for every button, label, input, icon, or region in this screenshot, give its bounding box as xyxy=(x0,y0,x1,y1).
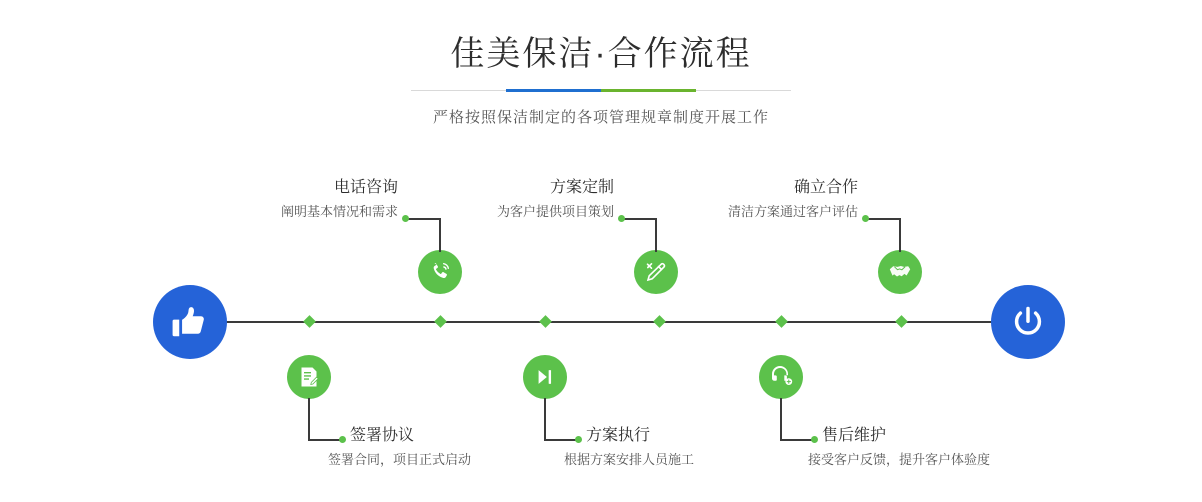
step-title-5: 确立合作 xyxy=(793,179,858,196)
page-header xyxy=(0,0,1202,127)
step-node-2[interactable] xyxy=(287,355,331,399)
step-connector-6-horizontal xyxy=(780,439,814,441)
page-title: 佳美保洁·合作流程 xyxy=(450,35,752,73)
divider-blue-segment xyxy=(506,89,601,92)
step-connector-3-vertical xyxy=(655,218,657,252)
step-node-4[interactable] xyxy=(523,355,567,399)
axis-marker xyxy=(539,315,552,328)
step-label-2 xyxy=(328,426,472,470)
step-label-1 xyxy=(160,178,398,222)
pen-ruler-icon xyxy=(644,260,668,284)
step-connector-dot-2 xyxy=(339,436,346,443)
step-label-4 xyxy=(564,426,695,470)
step-connector-4-horizontal xyxy=(544,439,578,441)
timeline-start-badge xyxy=(153,285,227,359)
step-connector-5-vertical xyxy=(899,218,901,252)
handshake-icon xyxy=(888,260,912,284)
timeline-end-badge xyxy=(991,285,1065,359)
page-subtitle: 严格按照保洁制定的各项管理规章制度开展工作 xyxy=(432,108,769,126)
step-node-5[interactable] xyxy=(878,250,922,294)
step-node-6[interactable] xyxy=(759,355,803,399)
step-desc-4: 根据方案安排人员施工 xyxy=(564,452,695,467)
axis-marker xyxy=(303,315,316,328)
phone-call-icon xyxy=(428,260,452,284)
step-desc-5: 清洁方案通过客户评估 xyxy=(727,204,858,219)
power-icon xyxy=(1009,303,1047,341)
step-connector-2-vertical xyxy=(308,398,310,440)
customer-support-icon xyxy=(769,365,793,389)
step-connector-5-horizontal xyxy=(866,218,900,220)
step-title-2: 签署协议 xyxy=(350,427,415,444)
step-connector-6-vertical xyxy=(780,398,782,440)
axis-marker xyxy=(434,315,447,328)
step-desc-6: 接受客户反馈，提升客户体验度 xyxy=(808,452,991,467)
step-node-3[interactable] xyxy=(634,250,678,294)
step-title-3: 方案定制 xyxy=(549,179,614,196)
step-title-6: 售后维护 xyxy=(822,427,887,444)
step-desc-1: 阐明基本情况和需求 xyxy=(280,204,398,219)
step-connector-dot-6 xyxy=(811,436,818,443)
step-node-1[interactable] xyxy=(418,250,462,294)
step-label-5 xyxy=(620,178,858,222)
step-connector-dot-5 xyxy=(862,215,869,222)
process-timeline xyxy=(0,150,1202,502)
step-title-1: 电话咨询 xyxy=(333,179,398,196)
step-desc-2: 签署合同，项目正式启动 xyxy=(328,452,472,467)
step-connector-1-vertical xyxy=(439,218,441,252)
step-label-6 xyxy=(808,426,991,470)
play-forward-icon xyxy=(534,366,556,388)
step-title-4: 方案执行 xyxy=(586,427,651,444)
axis-marker xyxy=(895,315,908,328)
step-connector-dot-4 xyxy=(575,436,582,443)
thumbs-up-icon xyxy=(171,303,209,341)
axis-marker xyxy=(653,315,666,328)
step-connector-2-horizontal xyxy=(308,439,342,441)
title-divider xyxy=(411,89,791,92)
axis-marker xyxy=(775,315,788,328)
step-desc-3: 为客户提供项目策划 xyxy=(496,204,614,219)
contract-sign-icon xyxy=(297,365,321,389)
step-label-3 xyxy=(380,178,614,222)
step-connector-4-vertical xyxy=(544,398,546,440)
divider-green-segment xyxy=(601,89,696,92)
